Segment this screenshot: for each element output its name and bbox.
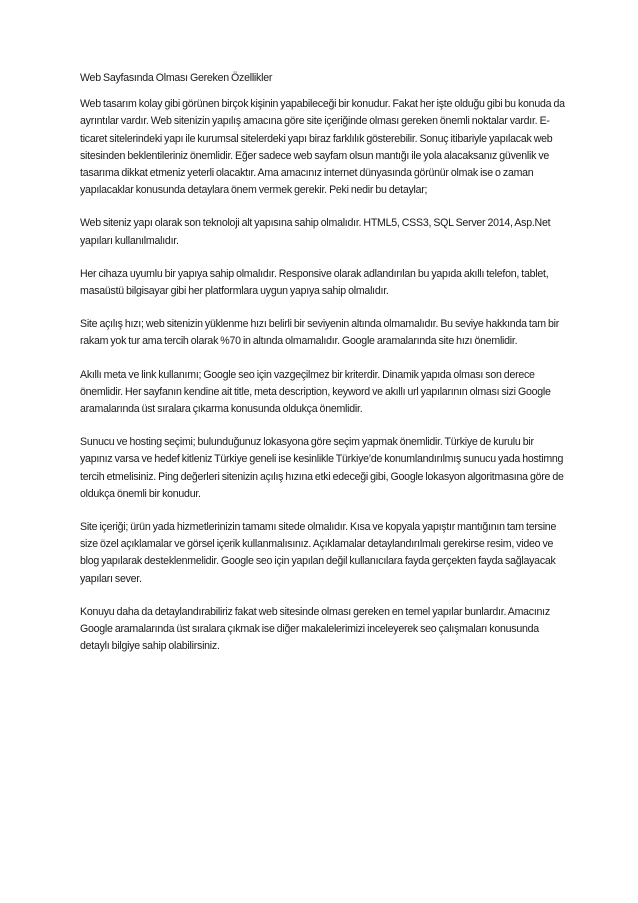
paragraph-hosting: Sunucu ve hosting seçimi; bulunduğunuz lokasyona göre seçim yapmak önemlidir. Türkiye de kurulu bir yapınız varsa ve hedef kitleniz Türkiye geneli ise kesinlikle Türkiye’de konumlandırılmış sunucu yada hostimng tercih etmelisiniz. Ping değerleri sitenizin açılış hızına etki edeceği gibi, Google lokasyon algoritmasına göre de oldukça önemli bir konudur. — [80, 436, 564, 500]
document-body — [80, 70, 566, 671]
paragraph-conclusion: Konuyu daha da detaylandırabiliriz fakat web sitesinde olması gereken en temel yapılar bunlardır. Amacınız Google aramalarında üst sıralara çıkmak ise diğer makalelerimizi inceleyerek seo çalışmaları konusunda detaylı bilgiye sahip olabilirsiniz. — [80, 605, 550, 653]
paragraph-responsive: Her cihaza uyumlu bir yapıya sahip olmalıdır. Responsive olarak adlandırılan bu yapıda akıllı telefon, tablet, masaüstü bilgisayar gibi her platformlara uygun yapıya sahip olmalıdır. — [80, 267, 549, 298]
document-title: Web Sayfasında Olması Gereken Özellikler — [80, 72, 273, 84]
paragraph-meta-links: Akıllı meta ve link kullanımı; Google seo için vazgeçilmez bir kriterdir. Dinamik yapıda olması son derece önemlidir. Her sayfanın kendine ait title, meta description, keyword ve akıllı url yapılarının olması sizi Google aramalarında üst sıralara çıkarma konusunda oldukça önemlidir. — [80, 368, 551, 416]
paragraph-content: Site içeriği; ürün yada hizmetlerinizin tamamı sitede olmalıdır. Kısa ve kopyala yapıştır mantığının tam tersine size özel açıklamalar ve görsel içerik kullanmalısınız. Açıklamalar detaylandırılmalı gerekirse resim, video ve blog yapılarak desteklenmelidir. Google seo için yapılan değil kullanıcılara fayda gerçekten fayda sağlayacak yapıları sever. — [80, 521, 557, 585]
paragraph-technology: Web siteniz yapı olarak son teknoloji alt yapısına sahip olmalıdır. HTML5, CSS3, SQL Server 2014, Asp.Net yapıları kullanılmalıdır. — [80, 217, 551, 247]
paragraph-site-speed: Site açılış hızı; web sitenizin yüklenme hızı belirli bir seviyenin altında olmamalıdır. Bu seviye hakkında tam bir rakam yok tur ama tercih olarak %70 in altında olmamalıdır. Google aramalarında site hızı önemlidir. — [80, 318, 560, 348]
paragraph-intro: Web tasarım kolay gibi görünen birçok kişinin yapabileceği bir konudur. Fakat her işte olduğu gibi bu konuda da ayrıntılar vardır. Web sitenizin yapılış amacına göre site içeriğinde olması gereken önemli noktalar vardır. E-ticaret sitelerindeki yapı ile kurumsal sitelerdeki yapı biraz farklılık gösterebilir. Sonuç itibariyle yapılacak web sitesinden beklentileriniz önemlidir. Eğer sadece web sayfam olsun mantığı ile yola alacaksanız güvenlik ve tasarıma dikkat etmeniz yeterli olacaktır. Ama amacınız internet dünyasında görünür olmak ise o zaman yapılacaklar konusunda detaylara önem vermek gerekir. Peki nedir bu detaylar; — [80, 98, 565, 197]
